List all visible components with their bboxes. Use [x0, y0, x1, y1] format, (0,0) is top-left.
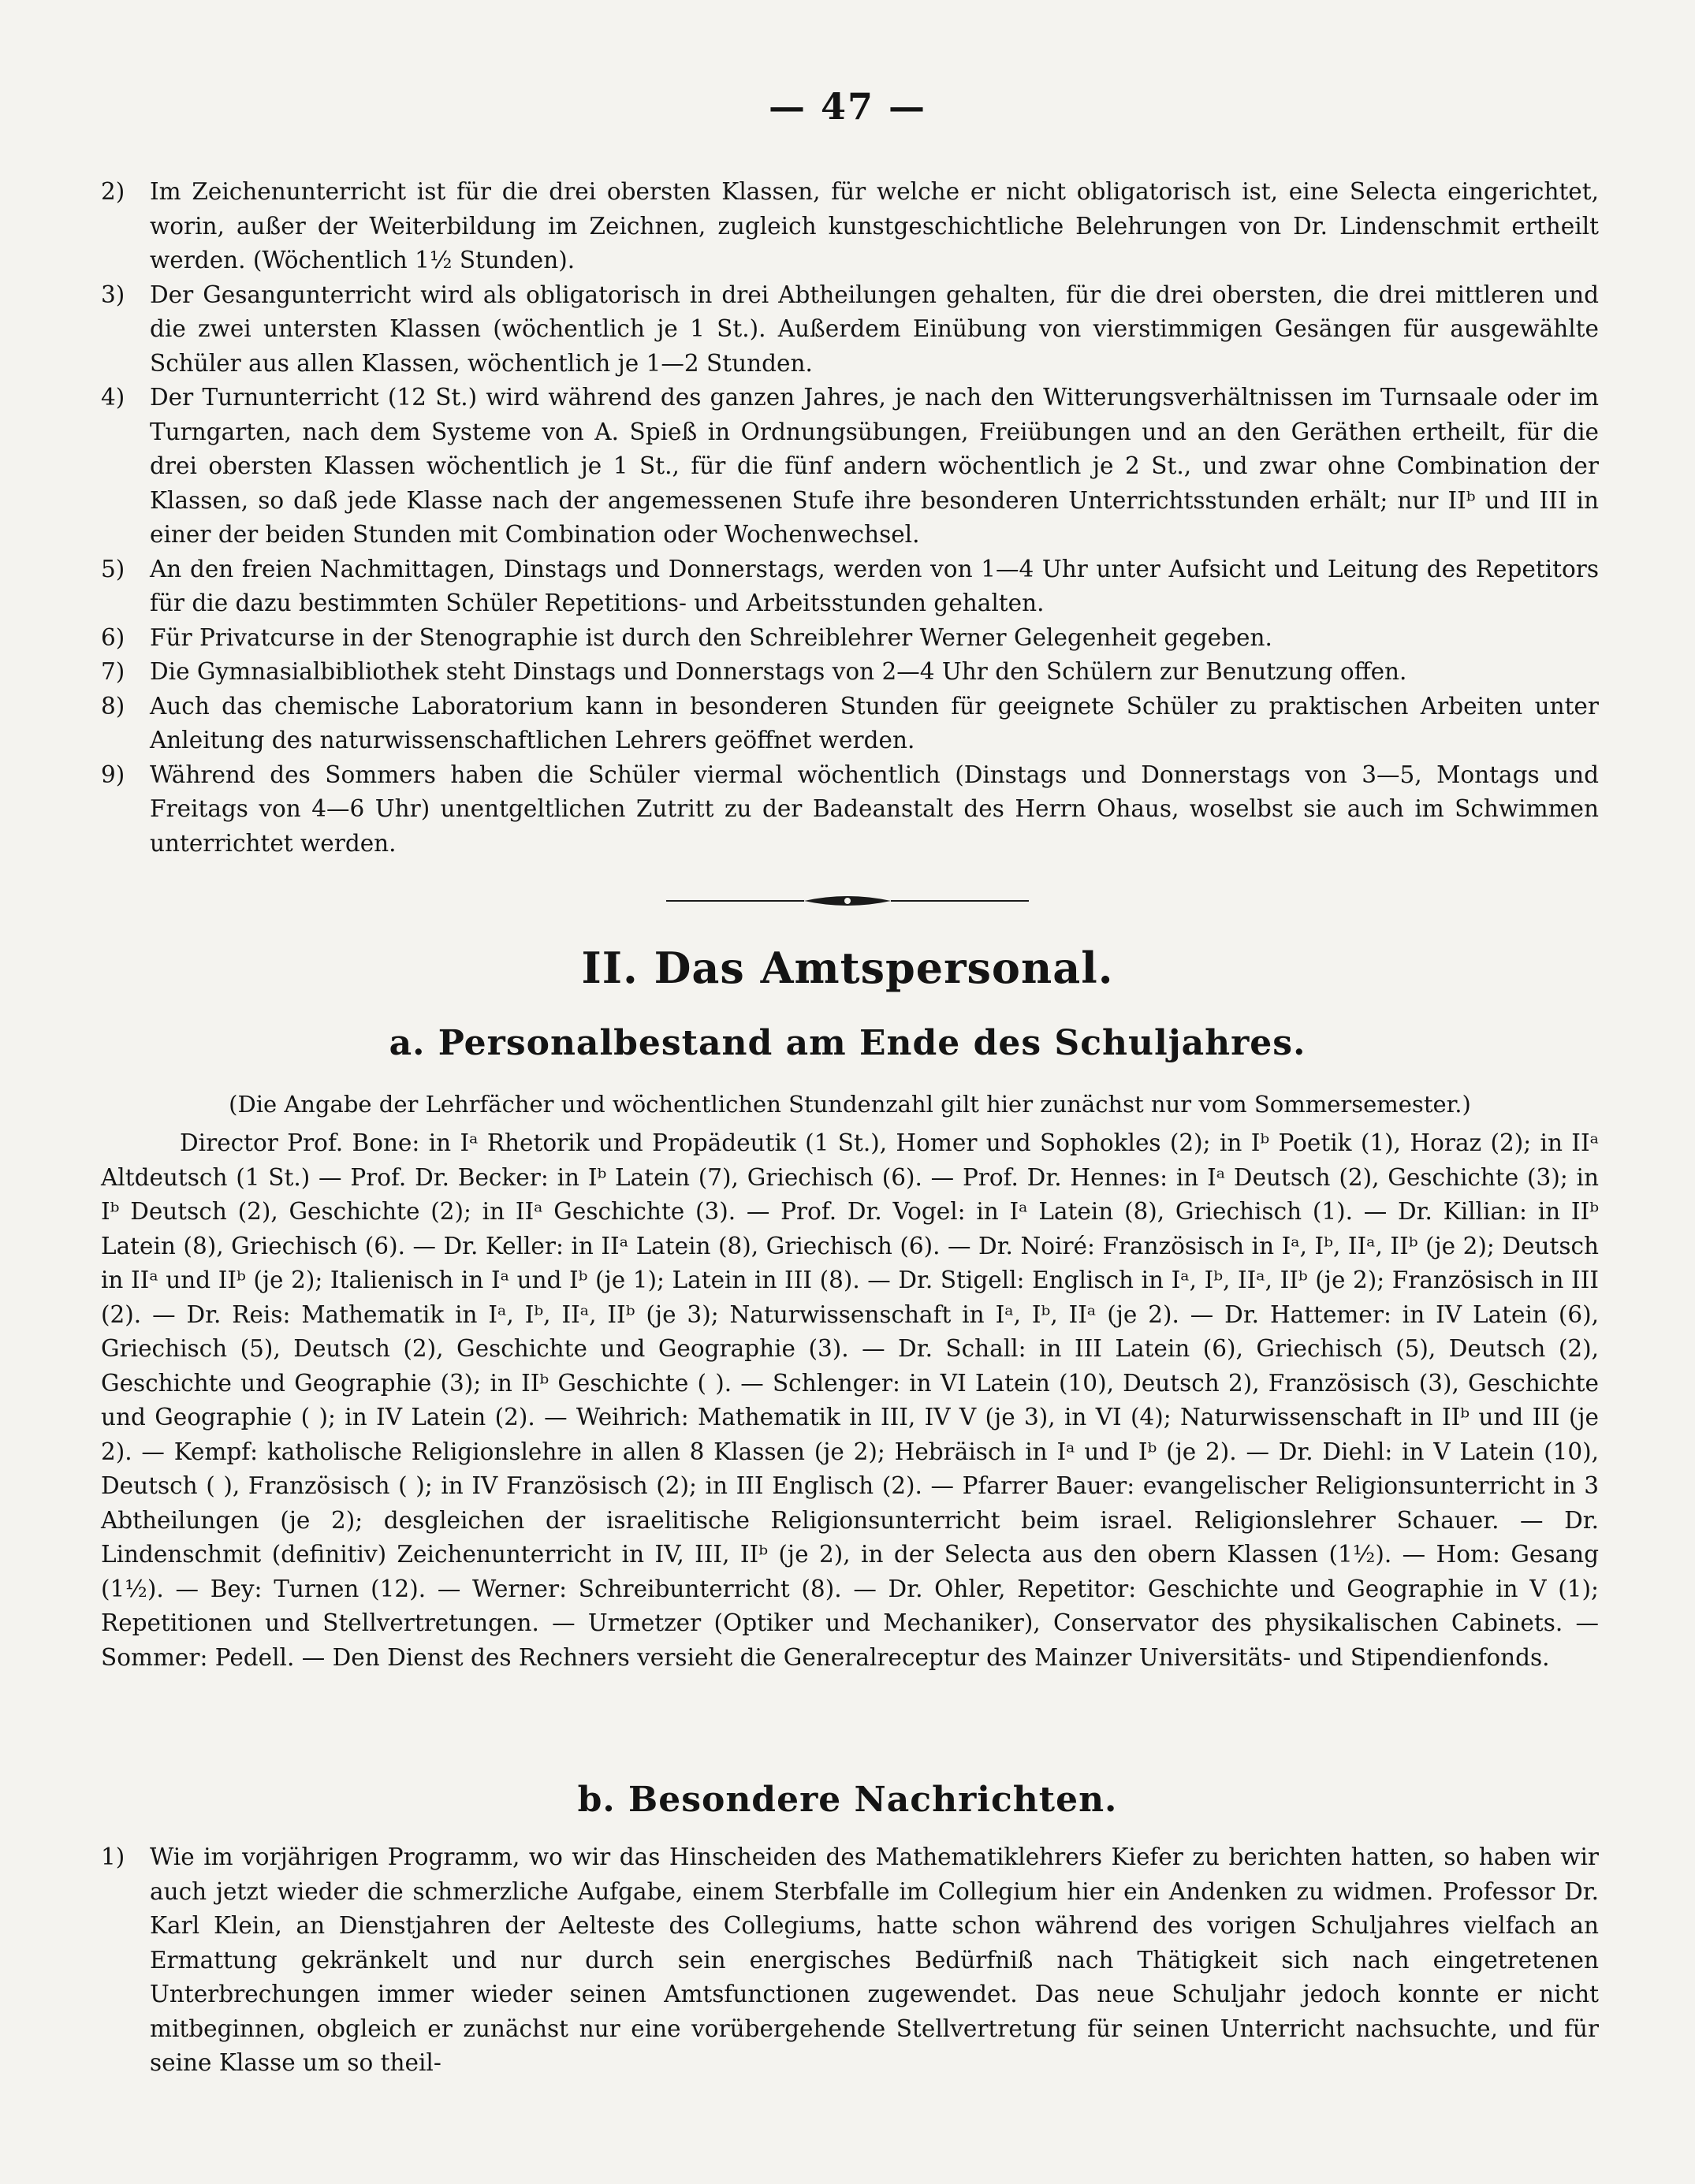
- page-number: — 47 —: [768, 85, 927, 128]
- list-item: [101, 655, 1599, 690]
- item-text: Der Turnunterricht (12 St.) wird während des ganzen Jahres, je nach den Witterungsverhältnissen im Turnsaale oder im Turngarten, nach dem Systeme von A. Spieß in Ordnungsübungen, Freiübungen und an den Geräthen ertheilt, für die drei obersten Klassen wöchentlich je 1 St., für die fünf andern wöchentlich je 2 St., und zwar ohne Combination der Klassen, so daß jede Klasse nach der angemessenen Stufe ihre besonderen Unterrichtsstunden erhält; nur IIᵇ und III in einer der beiden Stunden mit Combination oder Wochenwechsel.: [150, 384, 1599, 548]
- list-item: [101, 758, 1599, 861]
- instruction-list: [101, 175, 1599, 861]
- ornamental-divider: [666, 893, 1029, 909]
- list-item: [101, 1840, 1599, 2081]
- list-item: [101, 278, 1599, 381]
- subsection-heading-a: a. Personalbestand am Ende des Schuljahres.: [389, 1023, 1306, 1063]
- personnel-block: [101, 1088, 1599, 1675]
- item-number: 1): [101, 1844, 125, 1870]
- item-text: Der Gesangunterricht wird als obligatorisch in drei Abtheilungen gehalten, für die drei obersten, die drei mittleren und die zwei untersten Klassen (wöchentlich je 1 St.). Außerdem Einübung von vierstimmigen Gesängen für ausgewählte Schüler aus allen Klassen, wöchentlich je 1—2 Stunden.: [150, 281, 1599, 377]
- semester-note: (Die Angabe der Lehrfächer und wöchentlichen Stundenzahl gilt hier zunächst nur vom Sommersemester.): [229, 1091, 1471, 1118]
- subsection-heading-b: b. Besondere Nachrichten.: [577, 1780, 1118, 1820]
- item-text: Die Gymnasialbibliothek steht Dinstags und Donnerstags von 2—4 Uhr den Schülern zur Benutzung offen.: [150, 658, 1407, 685]
- item-number: 5): [101, 555, 125, 582]
- item-number: 6): [101, 623, 125, 651]
- item-text: Auch das chemische Laboratorium kann in besonderen Stunden für geeignete Schüler zu praktischen Arbeiten unter Anleitung des naturwissenschaftlichen Lehrers geöffnet werden.: [150, 692, 1599, 753]
- item-number: 8): [101, 692, 125, 720]
- item-text: An den freien Nachmittagen, Dinstags und Donnerstags, werden von 1—4 Uhr unter Aufsicht und Leitung des Repetitors für die dazu bestimmten Schüler Repetitions- und Arbeitsstunden gehalten.: [150, 555, 1599, 616]
- item-number: 9): [101, 761, 125, 788]
- item-text: Für Privatcurse in der Stenographie ist durch den Schreiblehrer Werner Gelegenheit gegeben.: [150, 623, 1272, 651]
- list-item: [101, 175, 1599, 278]
- item-number: 4): [101, 384, 125, 411]
- item-number: 7): [101, 658, 125, 685]
- section-heading: II. Das Amtspersonal.: [581, 943, 1114, 993]
- news-list: [101, 1840, 1599, 2081]
- list-item: [101, 690, 1599, 758]
- item-text: Während des Sommers haben die Schüler viermal wöchentlich (Dinstags und Donnerstags von 3—5, Montags und Freitags von 4—6 Uhr) unentgeltlichen Zutritt zu der Badeanstalt des Herrn Ohaus, woselbst sie auch im Schwimmen unterrichtet werden.: [150, 761, 1599, 857]
- list-item: [101, 553, 1599, 621]
- list-item: [101, 381, 1599, 553]
- list-item: [101, 621, 1599, 656]
- item-number: 3): [101, 281, 125, 308]
- item-number: 2): [101, 178, 125, 205]
- item-text: Im Zeichenunterricht ist für die drei obersten Klassen, für welche er nicht obligatorisch ist, eine Selecta eingerichtet, worin, außer der Weiterbildung im Zeichnen, zugleich kunstgeschichtliche Belehrungen von Dr. Lindenschmit ertheilt werden. (Wöchentlich 1½ Stunden).: [150, 178, 1599, 273]
- item-text: Wie im vorjährigen Programm, wo wir das Hinscheiden des Mathematiklehrers Kiefer zu berichten hatten, so haben wir auch jetzt wieder die schmerzliche Aufgabe, einem Sterbfalle im Collegium hier ein Andenken zu widmen. Professor Dr. Karl Klein, an Dienstjahren der Aelteste des Collegiums, hatte schon während des vorigen Schuljahres vielfach an Ermattung gekränkelt und nur durch sein energisches Bedürfniß nach Thätigkeit sich nach eingetretenen Unterbrechungen immer wieder seinen Amtsfunctionen zugewendet. Das neue Schuljahr jedoch konnte er nicht mitbeginnen, obgleich er zunächst nur eine vorübergehende Stellvertretung für seinen Unterricht nachsuchte, und für seine Klasse um so theil-: [150, 1844, 1599, 2076]
- personnel-paragraph: Director Prof. Bone: in Iᵃ Rhetorik und Propädeutik (1 St.), Homer und Sophokles (2); in Iᵇ Poetik (1), Horaz (2); in IIᵃ Altdeutsch (1 St.) — Prof. Dr. Becker: in Iᵇ Latein (7), Griechisch (6). — Prof. Dr. Hennes: in Iᵃ Deutsch (2), Geschichte (3); in Iᵇ Deutsch (2), Geschichte (2); in IIᵃ Geschichte (3). — Prof. Dr. Vogel: in Iᵃ Latein (8), Griechisch (1). — Dr. Killian: in IIᵇ Latein (8), Griechisch (6). — Dr. Keller: in IIᵃ Latein (8), Griechisch (6). — Dr. Noiré: Französisch in Iᵃ, Iᵇ, IIᵃ, IIᵇ (je 2); Deutsch in IIᵃ und IIᵇ (je 2); Italienisch in Iᵃ und Iᵇ (je 1); Latein in III (8). — Dr. Stigell: Englisch in Iᵃ, Iᵇ, IIᵃ, IIᵇ (je 2); Französisch in III (2). — Dr. Reis: Mathematik in Iᵃ, Iᵇ, IIᵃ, IIᵇ (je 3); Naturwissenschaft in Iᵃ, Iᵇ, IIᵃ (je 2). — Dr. Hattemer: in IV Latein (6), Griechisch (5), Deutsch (2), Geschichte und Geographie (3). — Dr. Schall: in III Latein (6), Griechisch (5), Deutsch (2), Geschichte und Geographie (3); in IIᵇ Geschichte ( ). — Schlenger: in VI Latein (10), Deutsch 2), Französisch (3), Geschichte und Geographie ( ); in IV Latein (2). — Weihrich: Mathematik in III, IV V (je 3), in VI (4); Naturwissenschaft in IIᵇ und III (je 2). — Kempf: katholische Religionslehre in allen 8 Klassen (je 2); Hebräisch in Iᵃ und Iᵇ (je 2). — Dr. Diehl: in V Latein (10), Deutsch ( ), Französisch ( ); in IV Französisch (2); in III Englisch (2). — Pfarrer Bauer: evangelischer Religionsunterricht in 3 Abtheilungen (je 2); desgleichen der israelitische Religionsunterricht beim israel. Religionslehrer Schauer. — Dr. Lindenschmit (definitiv) Zeichenunterricht in IV, III, IIᵇ (je 2), in der Selecta aus den obern Klassen (1½). — Hom: Gesang (1½). — Bey: Turnen (12). — Werner: Schreibunterricht (8). — Dr. Ohler, Repetitor: Geschichte und Geographie in V (1); Repetitionen und Stellvertretungen. — Urmetzer (Optiker und Mechaniker), Conservator des physikalischen Cabinets. — Sommer: Pedell. — Den Dienst des Rechners versieht die Generalreceptur des Mainzer Universitäts- und Stipendienfonds.: [101, 1129, 1599, 1671]
